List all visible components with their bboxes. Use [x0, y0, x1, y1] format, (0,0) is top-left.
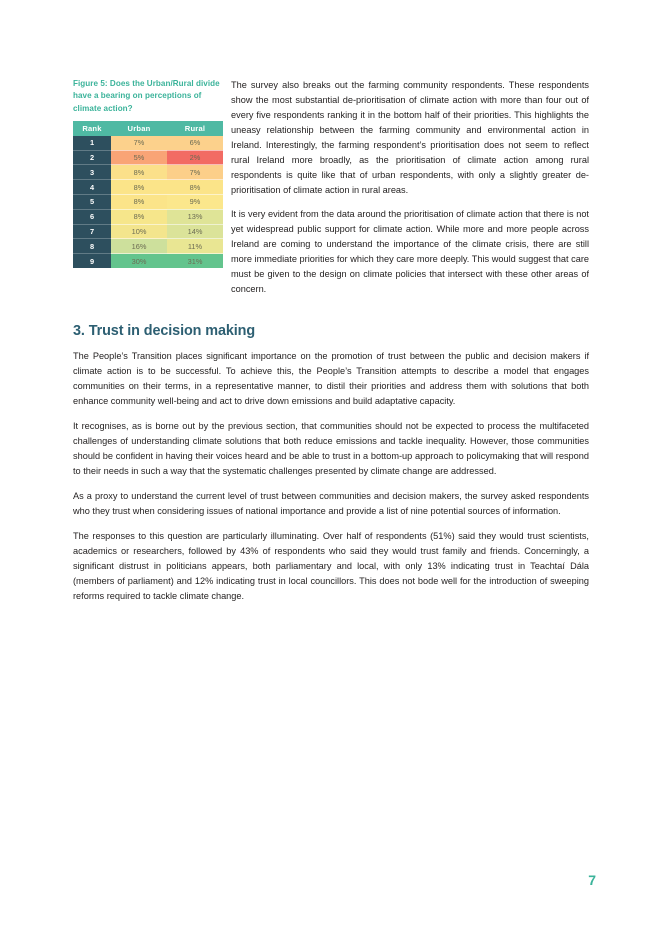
cell-rank: 4 — [73, 180, 111, 195]
cell-urban: 10% — [111, 224, 167, 239]
cell-rural: 31% — [167, 254, 223, 268]
intro-paragraph: The survey also breaks out the farming community respondents. These respondents show the most substantial de-prioritisation of climate action with more than four out of every five respondents ranking it in the bottom half of their priorities. This highlights the uneasy relationship between the farming community and environmental action in Ireland. Interestingly, the farming respondent’s prioritisation does not seem to reflect rural Ireland more broadly, as the prioritisation of climate action among rural respondents is quite like that of urban respondents, with only a slightly greater de-prioritisation of climate action in rural areas. — [231, 80, 589, 195]
intro-text-column — [223, 78, 589, 306]
cell-rank: 2 — [73, 150, 111, 165]
main-body — [73, 320, 589, 604]
cell-rural: 14% — [167, 224, 223, 239]
body-paragraph: It recognises, as is borne out by the previous section, that communities should not be expected to process the multifaceted challenges of understanding climate solutions that both reduce emissions and tackle inequality. However, those communities should be confident in having their voices heard and be able to trust in a bottom-up approach to policymaking that will respond to their needs in such a way that the systematic challenges presented by climate change are addressed. — [73, 421, 589, 477]
table-row — [73, 224, 223, 239]
cell-urban: 7% — [111, 136, 167, 150]
table-body — [73, 136, 223, 268]
cell-rank: 3 — [73, 165, 111, 180]
table-row — [73, 165, 223, 180]
table-row — [73, 180, 223, 195]
cell-rural: 11% — [167, 239, 223, 254]
section-heading: 3. Trust in decision making — [73, 323, 256, 339]
body-paragraph: As a proxy to understand the current level of trust between communities and decision makers, the survey asked respondents who they trust when considering issues of national importance and provide a list of nine potential sources of information. — [73, 491, 589, 517]
body-paragraph: The responses to this question are particularly illuminating. Over half of respondents (51%) said they would trust scientists, academics or researchers, followed by 43% of respondents who said they would trust family and friends. Concerningly, a significant distrust in politicians appears, both parliamentary and local, with only 13% indicating trust in Teachtaí Dála (members of parliament) and 12% indicating trust in local councillors. This does not bode well for the introduction of sweeping reforms required to tackle climate change. — [73, 531, 589, 602]
cell-urban: 8% — [111, 165, 167, 180]
cell-rank: 6 — [73, 209, 111, 224]
cell-urban: 8% — [111, 209, 167, 224]
figure-and-intro-region — [73, 78, 589, 306]
urban-rural-table — [73, 121, 223, 268]
cell-urban: 8% — [111, 195, 167, 210]
wrap-paragraph: It is very evident from the data around the prioritisation of climate action that there is not yet widespread public support for climate action. While more and more people across Ireland are coming to understand the importance of the climate crisis, there are still more immediate priorities for which they care more deeply. This would suggest that care must be given to the design on climate policies that intersect with these other areas of concern. — [231, 209, 589, 294]
table-header-row — [73, 121, 223, 136]
table-row — [73, 150, 223, 165]
cell-rank: 8 — [73, 239, 111, 254]
page-number: 7 — [588, 872, 596, 888]
table-row — [73, 254, 223, 268]
cell-rank: 7 — [73, 224, 111, 239]
cell-urban: 30% — [111, 254, 167, 268]
cell-rural: 2% — [167, 150, 223, 165]
cell-rural: 6% — [167, 136, 223, 150]
cell-rank: 1 — [73, 136, 111, 150]
cell-urban: 8% — [111, 180, 167, 195]
cell-rural: 7% — [167, 165, 223, 180]
table-row — [73, 136, 223, 150]
cell-rural: 13% — [167, 209, 223, 224]
cell-rank: 9 — [73, 254, 111, 268]
cell-rural: 9% — [167, 195, 223, 210]
cell-rank: 5 — [73, 195, 111, 210]
table-row — [73, 209, 223, 224]
table-row — [73, 239, 223, 254]
table-row — [73, 195, 223, 210]
body-paragraphs — [73, 349, 589, 604]
figure-caption: Figure 5: Does the Urban/Rural divide have a bearing on perceptions of climate action? — [73, 79, 220, 113]
page-content — [73, 78, 589, 614]
cell-urban: 16% — [111, 239, 167, 254]
column-header-rank: Rank — [73, 121, 111, 136]
column-header-urban: Urban — [111, 121, 167, 136]
column-header-rural: Rural — [167, 121, 223, 136]
figure-5 — [73, 78, 223, 268]
body-paragraph: The People’s Transition places significant importance on the promotion of trust between the public and decision makers if climate action is to be successful. To achieve this, the People’s Transition attempts to describe a model that engages communities on their terms, in a representative manner, to distil their priorities and address them with solutions that both enhance community well-being and act to drive down emissions and build adaptative capacity. — [73, 351, 589, 407]
cell-urban: 5% — [111, 150, 167, 165]
cell-rural: 8% — [167, 180, 223, 195]
table-header — [73, 121, 223, 136]
